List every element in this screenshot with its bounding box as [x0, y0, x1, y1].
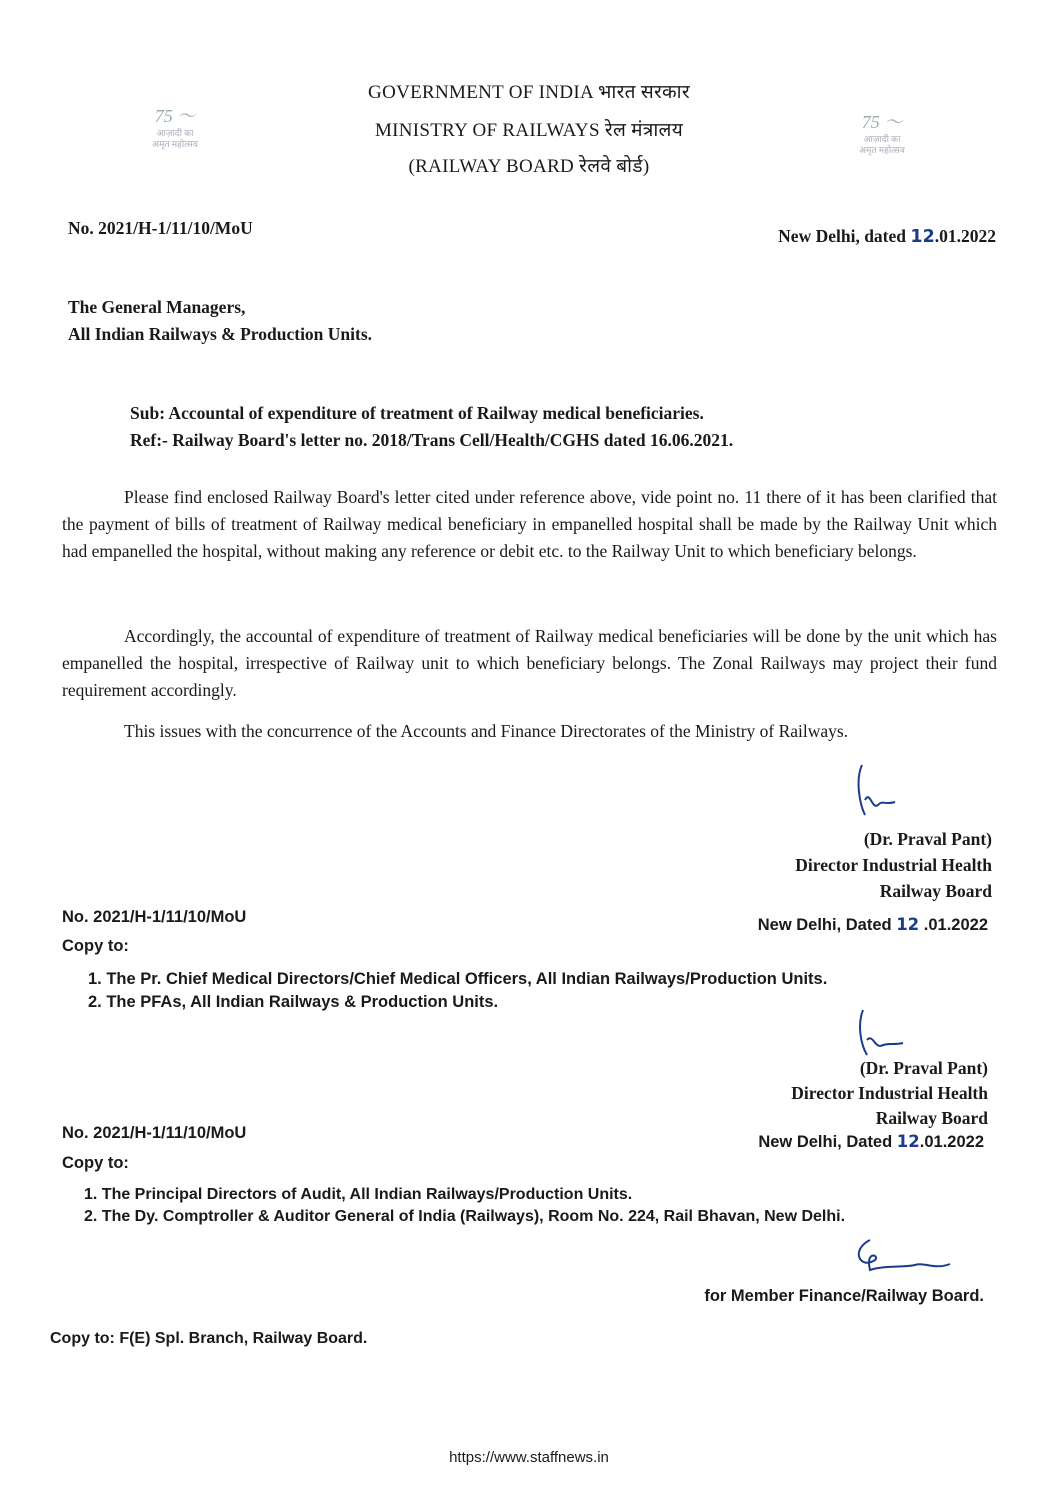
handwritten-day: 12 — [910, 227, 935, 247]
letter-number: No. 2021/H-1/11/10/MoU — [68, 218, 253, 238]
paragraph-1 — [62, 484, 997, 565]
date-suffix: .01.2022 — [919, 1133, 984, 1151]
reference: Ref:- Railway Board's letter no. 2018/Trans Cell/Health/CGHS dated 16.06.2021. — [130, 430, 734, 450]
signature-3 — [840, 1230, 970, 1280]
handwritten-day: 12 — [896, 1132, 920, 1151]
paragraph-2 — [62, 623, 997, 704]
paragraph-text: Please find enclosed Railway Board's letter cited under reference above, vide point no. 11 there of it has been clarified that the payment of bills of treatment of Railway medical beneficiary in empanelled hospital shall be made by the Railway Unit which had empanelled the hospital, without making any reference or debit etc. to the Railway Unit to which beneficiary belongs. — [62, 487, 997, 561]
handwritten-day: 12 — [896, 915, 920, 934]
header-line-2: MINISTRY OF RAILWAYS रेल मंत्रालय — [374, 120, 684, 141]
footer-url[interactable]: https://www.staffnews.in — [449, 1449, 609, 1466]
list-item: 1. The Principal Directors of Audit, All Indian Railways/Production Units. — [84, 1186, 633, 1203]
copy1-list — [88, 970, 827, 1016]
azadi-logo-left: 75 ～ आज़ादी का अमृत महोत्सव — [152, 106, 198, 149]
signatory-name: (Dr. Praval Pant) — [863, 829, 992, 849]
signatory-org: Railway Board — [875, 1108, 988, 1128]
copy1-date — [758, 915, 988, 935]
list-item: 2. The PFAs, All Indian Railways & Production Units. — [88, 993, 499, 1011]
date-suffix: .01.2022 — [934, 226, 996, 246]
subject: Sub: Accountal of expenditure of treatment of Railway medical beneficiaries. — [130, 403, 704, 423]
date-prefix: New Delhi, dated — [778, 226, 907, 246]
paragraph-text: This issues with the concurrence of the Accounts and Finance Directorates of the Ministry of Railways. — [124, 721, 849, 741]
letter-date — [778, 226, 996, 247]
copy2-list — [84, 1186, 845, 1230]
signature-1 — [840, 760, 940, 820]
copy2-label: Copy to: — [62, 1154, 129, 1172]
signature-2 — [845, 1005, 945, 1060]
signatory-block-1 — [795, 826, 992, 904]
copy2-number: No. 2021/H-1/11/10/MoU — [62, 1124, 247, 1142]
copy2-signatory: for Member Finance/Railway Board. — [704, 1287, 984, 1305]
copy1-label: Copy to: — [62, 937, 129, 955]
signatory-title: Director Industrial Health — [795, 855, 992, 875]
paragraph-text: Accordingly, the accountal of expenditure of treatment of Railway medical beneficiaries will be done by the unit which has empanelled the hospital, irrespective of Railway unit to which beneficiary belongs. The Zonal Railways may project their fund requirement accordingly. — [62, 626, 997, 700]
date-prefix: New Delhi, Dated — [758, 1133, 893, 1151]
addressee-line-1: The General Managers, — [68, 297, 246, 317]
signatory-org: Railway Board — [879, 881, 992, 901]
copy1-number: No. 2021/H-1/11/10/MoU — [62, 908, 247, 926]
list-item: 1. The Pr. Chief Medical Directors/Chief Medical Officers, All Indian Railways/Production Units. — [88, 970, 828, 988]
header-line-1: GOVERNMENT OF INDIA भारत सरकार — [368, 82, 690, 103]
header-line-3: (RAILWAY BOARD रेलवे बोर्ड) — [408, 156, 650, 177]
azadi-logo-right: 75 ～ आज़ादी का अमृत महोत्सव — [859, 112, 905, 155]
signatory-block-2 — [791, 1056, 988, 1131]
date-prefix: New Delhi, Dated — [757, 916, 892, 934]
signatory-title: Director Industrial Health — [791, 1083, 988, 1103]
copy3: Copy to: F(E) Spl. Branch, Railway Board. — [50, 1330, 368, 1347]
copy2-date — [758, 1132, 984, 1152]
signatory-name: (Dr. Praval Pant) — [859, 1058, 988, 1078]
list-item: 2. The Dy. Comptroller & Auditor General of India (Railways), Room No. 224, Rail Bhavan, New Delhi. — [84, 1208, 846, 1225]
date-suffix: .01.2022 — [923, 916, 988, 934]
paragraph-3 — [62, 718, 997, 745]
addressee-line-2: All Indian Railways & Production Units. — [68, 324, 373, 344]
